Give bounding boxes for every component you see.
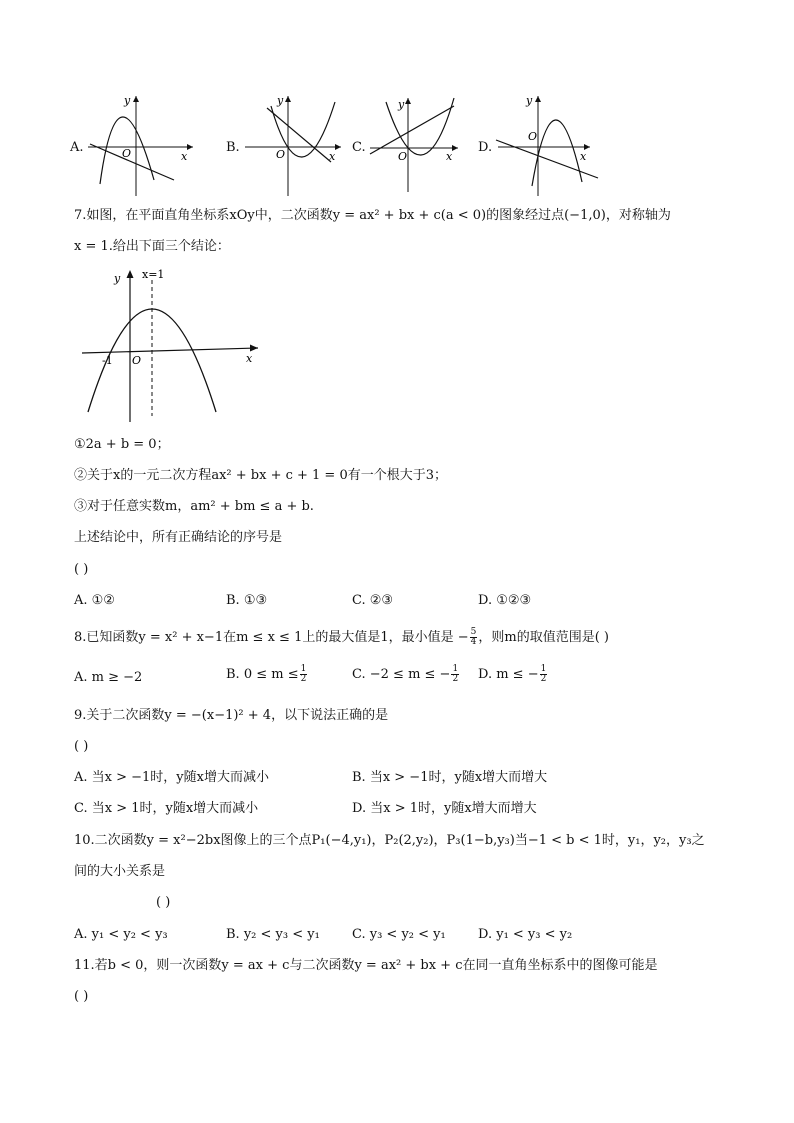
q11-answer-paren: ( ) [74, 989, 89, 1004]
q10-stem-line2: 间的大小关系是 [74, 864, 166, 879]
q9-answer-paren: ( ) [74, 739, 89, 754]
svg-text:O: O [276, 148, 286, 161]
q7-option-b[interactable]: B. ①③ [226, 593, 268, 608]
q8-stem-text: 8.已知函数y = x² + x−1在m ≤ x ≤ 1上的最大值是1，最小值是 − [74, 630, 469, 645]
svg-text:O: O [398, 150, 408, 163]
q7-graph-sym-label: x=1 [142, 268, 165, 281]
q9-option-a[interactable]: A. 当x > −1时，y随x增大而减小 [74, 770, 269, 785]
q7-conclusion-3: ③对于任意实数m，am² + bm ≤ a + b. [74, 499, 314, 514]
q7-graph-origin: O [132, 354, 142, 367]
svg-text:x: x [329, 150, 336, 163]
q8-option-d[interactable]: D. m ≤ − $\frac{1}{2}$ [478, 664, 547, 684]
svg-text:O: O [122, 147, 132, 160]
q6-option-b-label: B. [226, 140, 240, 155]
q7-parabola-graph [78, 262, 264, 424]
q10-option-c[interactable]: C. y₃ < y₂ < y₁ [352, 927, 446, 942]
q7-option-d[interactable]: D. ①②③ [478, 593, 532, 608]
q7-graph-y-label: y [114, 272, 121, 285]
q10-stem-line1: 10.二次函数y = x²−2bx图像上的三个点P₁(−4,y₁)，P₂(2,y₂)，P₃(1−b,y₃)当−1 < b < 1时，y₁，y₂，y₃之 [74, 833, 705, 848]
q7-prompt: 上述结论中，所有正确结论的序号是 [74, 530, 283, 545]
svg-text:x: x [446, 150, 453, 163]
q7-conclusion-1: ①2a + b = 0； [74, 437, 170, 452]
svg-text:y: y [277, 94, 284, 107]
q7-answer-paren: ( ) [74, 562, 89, 577]
q8-fraction: $\frac{5}{4}$ [470, 627, 477, 647]
q7-stem-line2: x = 1.给出下面三个结论： [74, 239, 230, 254]
q6-option-a-label: A. [70, 140, 84, 155]
q10-option-b[interactable]: B. y₂ < y₃ < y₁ [226, 927, 320, 942]
q10-option-a[interactable]: A. y₁ < y₂ < y₃ [74, 927, 168, 942]
q6-graph-d [494, 92, 604, 198]
svg-text:x: x [181, 150, 188, 163]
q6-graph-a [88, 92, 198, 198]
q10-answer-paren: ( ) [156, 895, 171, 910]
q7-conclusion-2: ②关于x的一元二次方程ax² + bx + c + 1 = 0有一个根大于3； [74, 468, 448, 483]
q7-graph-neg-one: -1 [102, 354, 113, 367]
q9-stem: 9.关于二次函数y = −(x−1)² + 4，以下说法正确的是 [74, 708, 389, 723]
q8-option-b[interactable]: B. 0 ≤ m ≤ $\frac{1}{2}$ [226, 664, 307, 684]
q10-option-d[interactable]: D. y₁ < y₃ < y₂ [478, 927, 573, 942]
q9-option-b[interactable]: B. 当x > −1时，y随x增大而增大 [352, 770, 548, 785]
svg-text:y: y [398, 98, 405, 111]
q11-stem: 11.若b < 0，则一次函数y = ax + c与二次函数y = ax² + bx + c在同一直角坐标系中的图像可能是 [74, 958, 658, 973]
q6-option-d-label: D. [478, 140, 493, 155]
q9-option-c[interactable]: C. 当x > 1时，y随x增大而减小 [74, 801, 259, 816]
q6-option-c-label: C. [352, 140, 366, 155]
q6-graph-b [243, 92, 353, 198]
q8-option-c[interactable]: C. −2 ≤ m ≤ − $\frac{1}{2}$ [352, 664, 459, 684]
q9-option-d[interactable]: D. 当x > 1时，y随x增大而增大 [352, 801, 537, 816]
q8-option-a[interactable]: A. m ≥ −2 [74, 670, 143, 685]
svg-text:O: O [528, 130, 538, 143]
q7-stem-line1: 7.如图，在平面直角坐标系xOy中，二次函数y = ax² + bx + c(a < 0)的图象经过点(−1,0)，对称轴为 [74, 208, 671, 223]
q8-stem [74, 628, 609, 647]
q8-stem-tail: ，则m的取值范围是( ) [478, 630, 609, 645]
q6-options [0, 0, 794, 200]
q7-graph-x-label: x [246, 352, 253, 365]
q6-graph-c [368, 92, 468, 198]
q7-option-a[interactable]: A. ①② [74, 593, 115, 608]
svg-text:x: x [580, 150, 587, 163]
q7-option-c[interactable]: C. ②③ [352, 593, 394, 608]
svg-text:y: y [124, 94, 131, 107]
svg-text:y: y [526, 94, 533, 107]
